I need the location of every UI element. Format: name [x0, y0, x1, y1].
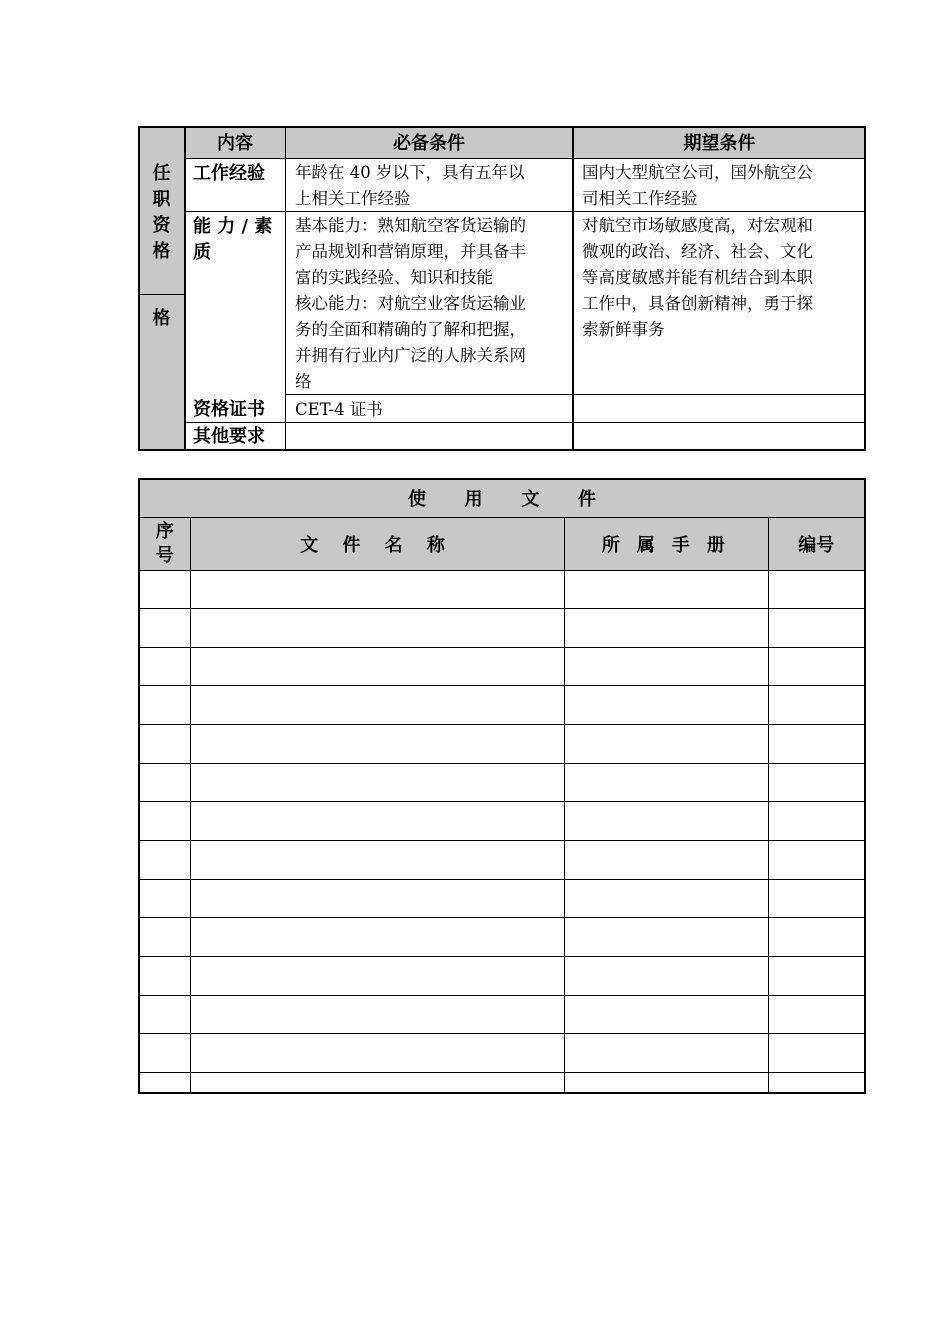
cell: [190, 995, 564, 1034]
cell: [768, 647, 864, 686]
table-row: [140, 570, 864, 609]
table-row: [140, 725, 864, 764]
cell: [140, 725, 190, 764]
cell: [768, 879, 864, 918]
cell: [564, 879, 768, 918]
cell: [768, 957, 864, 996]
certificate-expected: [582, 396, 866, 423]
header-required: 必备条件: [393, 133, 465, 154]
grid-line: [285, 126, 286, 451]
qualification-table: [138, 126, 866, 451]
cell: [564, 841, 768, 880]
documents-title: 使 用 文 件: [140, 480, 864, 517]
cell: [140, 918, 190, 957]
cell: [564, 570, 768, 609]
experience-expected: [582, 160, 866, 212]
text-line: 能 力 / 素: [193, 216, 273, 237]
cell: [768, 1034, 864, 1073]
header-file-name: 文 件 名 称: [190, 517, 564, 570]
header-code: 编号: [768, 517, 864, 570]
grid-line: [185, 158, 866, 159]
cell: [190, 570, 564, 609]
cell: [190, 802, 564, 841]
table-row: [140, 1073, 864, 1092]
cell: [140, 609, 190, 648]
grid-line: [572, 126, 574, 451]
text-line: 质: [193, 242, 211, 263]
row-label-experience: 工作经验: [193, 163, 265, 184]
text-line: 等高度敏感并能有机结合到本职: [582, 268, 813, 287]
cell: [768, 802, 864, 841]
experience-required: [295, 160, 573, 212]
cell: [140, 763, 190, 802]
cell: [140, 957, 190, 996]
cell: [768, 841, 864, 880]
table-row: [140, 841, 864, 880]
cell: [190, 763, 564, 802]
cell: [190, 957, 564, 996]
table-row: [140, 609, 864, 648]
table-row: [140, 1034, 864, 1073]
grid-line: [185, 422, 866, 423]
documents-header-row: [140, 517, 864, 570]
text-line: 产品规划和营销原理，并具备丰: [295, 242, 526, 261]
text-line: 索新鲜事务: [582, 320, 665, 339]
header-index: [140, 517, 190, 570]
text-line: 微观的政治、经济、社会、文化: [582, 242, 813, 261]
cell: [190, 1034, 564, 1073]
text-line: 国内大型航空公司，国外航空公: [582, 163, 813, 182]
ability-required: [295, 213, 573, 395]
cell: [768, 763, 864, 802]
cell: [140, 879, 190, 918]
text-line: 并拥有行业内广泛的人脉关系网: [295, 346, 526, 365]
certificate-required: CET-4 证书: [295, 400, 383, 419]
side-label-char: 任: [152, 163, 171, 184]
table-row: [140, 686, 864, 725]
cell: [140, 802, 190, 841]
cell: [564, 1034, 768, 1073]
cell: [768, 918, 864, 957]
cell: [564, 686, 768, 725]
cell: [768, 609, 864, 648]
text-line: 号: [155, 544, 174, 566]
cell: [768, 570, 864, 609]
grid-line: [285, 394, 866, 395]
cell: [768, 995, 864, 1034]
cell: [190, 841, 564, 880]
cell: [140, 841, 190, 880]
header-expected: 期望条件: [683, 133, 756, 154]
cell: [190, 879, 564, 918]
cell: [564, 802, 768, 841]
text-line: 务的全面和精确的了解和把握，: [295, 320, 526, 339]
text-line: 年龄在 40 岁以下，具有五年以: [295, 163, 525, 182]
text-line: 司相关工作经验: [582, 189, 698, 208]
cell: [140, 647, 190, 686]
cell: [190, 609, 564, 648]
text-line: 上相关工作经验: [295, 189, 411, 208]
side-label-extra: 格: [152, 308, 171, 329]
cell: [140, 1073, 190, 1092]
side-label: [138, 159, 185, 295]
documents-title-row: [140, 480, 864, 517]
cell: [564, 1073, 768, 1092]
table-row: [140, 647, 864, 686]
cell: [768, 1073, 864, 1092]
text-line: 工作中，具备创新精神，勇于探: [582, 294, 813, 313]
header-manual: 所 属 手 册: [564, 517, 768, 570]
side-label-char: 职: [152, 189, 171, 210]
other-expected: [582, 423, 866, 450]
text-line: 络: [295, 372, 312, 391]
row-label-ability: [193, 214, 283, 266]
other-required: [295, 423, 573, 450]
row-label-other: 其他要求: [193, 426, 265, 447]
cell: [140, 1034, 190, 1073]
side-label-char: 格: [152, 241, 171, 262]
header-content: 内容: [217, 133, 253, 154]
cell: [564, 763, 768, 802]
table-row: [140, 763, 864, 802]
cell: [190, 918, 564, 957]
grid-line: [138, 294, 185, 295]
text-line: 基本能力：熟知航空客货运输的: [295, 216, 526, 235]
cell: [768, 686, 864, 725]
side-label-char: 资: [152, 215, 171, 236]
cell: [140, 686, 190, 725]
cell: [564, 725, 768, 764]
cell: [140, 995, 190, 1034]
table-row: [140, 879, 864, 918]
cell: [564, 918, 768, 957]
cell: [564, 609, 768, 648]
grid-line: [184, 126, 186, 451]
grid-line: [185, 211, 866, 212]
table-row: [140, 802, 864, 841]
documents-table: [138, 478, 866, 1094]
cell: [190, 725, 564, 764]
table-row: [140, 957, 864, 996]
cell: [564, 995, 768, 1034]
cell: [190, 1073, 564, 1092]
cell: [190, 647, 564, 686]
ability-expected: [582, 213, 866, 343]
cell: [190, 686, 564, 725]
cell: [768, 725, 864, 764]
cell: [564, 647, 768, 686]
row-label-certificate: 资格证书: [193, 399, 265, 420]
text-line: 对航空市场敏感度高，对宏观和: [582, 216, 813, 235]
text-line: 序: [155, 520, 174, 542]
cell: [140, 570, 190, 609]
table-row: [140, 918, 864, 957]
text-line: 富的实践经验、知识和技能: [295, 268, 493, 287]
table-row: [140, 995, 864, 1034]
text-line: 核心能力：对航空业客货运输业: [295, 294, 526, 313]
cell: [564, 957, 768, 996]
